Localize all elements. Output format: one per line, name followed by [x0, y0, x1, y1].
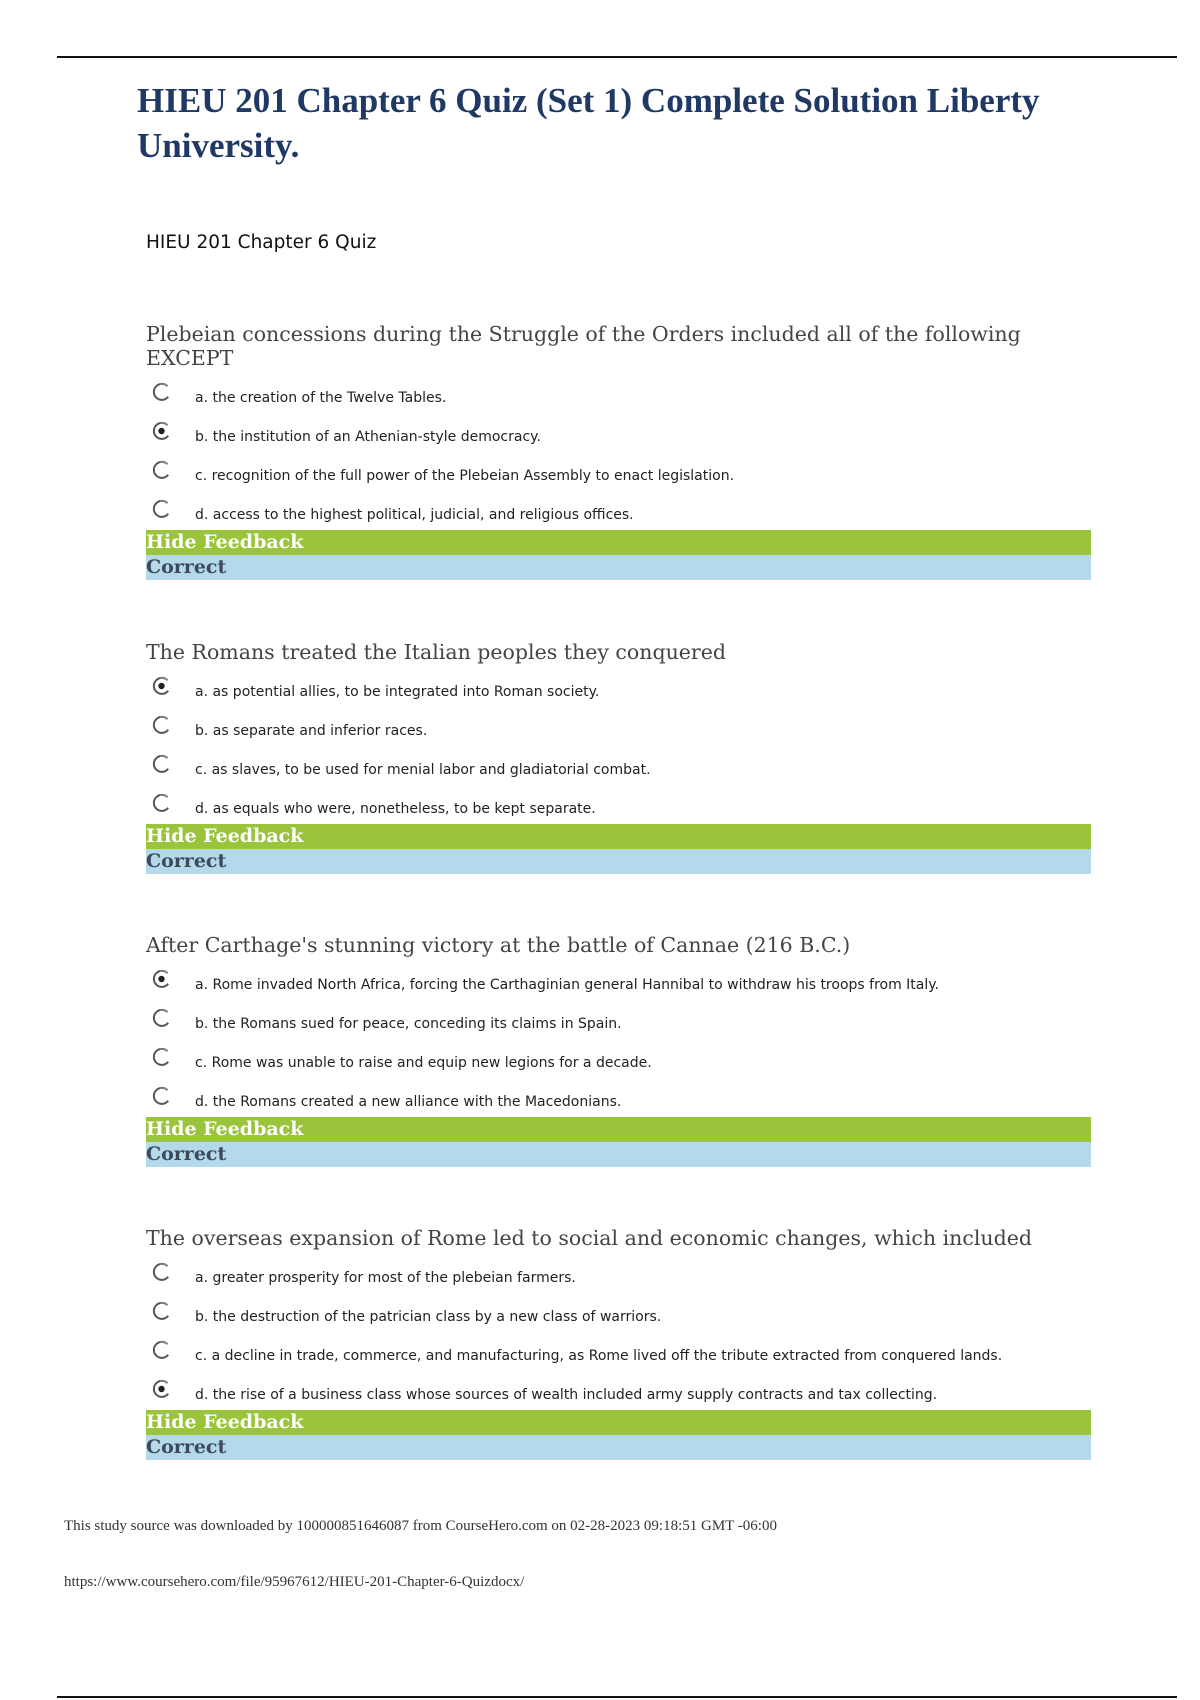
- answer-choice[interactable]: [146, 672, 1091, 711]
- answer-label: b. as separate and inferior races.: [195, 723, 428, 739]
- answer-choice[interactable]: [146, 1004, 1091, 1043]
- question-block: [146, 640, 1091, 874]
- radio-button-icon[interactable]: [151, 1007, 173, 1029]
- answer-choice[interactable]: [146, 378, 1091, 417]
- answer-label: a. Rome invaded North Africa, forcing the Carthaginian general Hannibal to withdraw his troops from Italy.: [195, 977, 940, 993]
- radio-button-icon[interactable]: [151, 1339, 173, 1361]
- answer-choice[interactable]: [146, 495, 1091, 534]
- answer-label: c. as slaves, to be used for menial labor and gladiatorial combat.: [195, 762, 651, 778]
- answer-label: d. as equals who were, nonetheless, to be kept separate.: [195, 801, 596, 817]
- radio-button-icon[interactable]: [151, 1261, 173, 1283]
- answer-label: b. the destruction of the patrician class by a new class of warriors.: [195, 1309, 662, 1325]
- question-text: The overseas expansion of Rome led to social and economic changes, which included: [146, 1226, 1032, 1250]
- answer-choice[interactable]: [146, 417, 1091, 456]
- answer-choice[interactable]: [146, 1043, 1091, 1082]
- feedback-result: Correct: [146, 1435, 1091, 1460]
- answer-choice[interactable]: [146, 456, 1091, 495]
- answer-choice[interactable]: [146, 711, 1091, 750]
- radio-button-icon[interactable]: [151, 420, 173, 442]
- quiz-subtitle: HIEU 201 Chapter 6 Quiz: [146, 232, 377, 253]
- answer-label: c. a decline in trade, commerce, and manufacturing, as Rome lived off the tribute extracted from conquered lands.: [195, 1348, 1003, 1364]
- feedback-result: Correct: [146, 555, 1091, 580]
- hide-feedback-button[interactable]: Hide Feedback: [146, 1410, 1091, 1435]
- answer-choice[interactable]: [146, 750, 1091, 789]
- radio-button-icon[interactable]: [151, 1300, 173, 1322]
- radio-button-icon[interactable]: [151, 968, 173, 990]
- answer-label: d. access to the highest political, judicial, and religious offices.: [195, 507, 634, 523]
- answer-label: d. the rise of a business class whose sources of wealth included army supply contracts and tax collecting.: [195, 1387, 938, 1403]
- answer-label: b. the Romans sued for peace, conceding its claims in Spain.: [195, 1016, 622, 1032]
- feedback-result: Correct: [146, 849, 1091, 874]
- radio-button-icon[interactable]: [151, 714, 173, 736]
- top-rule: [57, 56, 1177, 58]
- answer-choice[interactable]: [146, 1258, 1091, 1297]
- answer-label: c. Rome was unable to raise and equip new legions for a decade.: [195, 1055, 652, 1071]
- radio-button-icon[interactable]: [151, 675, 173, 697]
- radio-button-icon[interactable]: [151, 1085, 173, 1107]
- feedback-result: Correct: [146, 1142, 1091, 1167]
- answer-label: d. the Romans created a new alliance with the Macedonians.: [195, 1094, 622, 1110]
- answer-label: a. greater prosperity for most of the plebeian farmers.: [195, 1270, 576, 1286]
- answer-choice[interactable]: [146, 1082, 1091, 1121]
- hide-feedback-button[interactable]: Hide Feedback: [146, 1117, 1091, 1142]
- answer-label: a. the creation of the Twelve Tables.: [195, 390, 447, 406]
- document-title: HIEU 201 Chapter 6 Quiz (Set 1) Complete Solution Liberty University.: [137, 81, 1040, 165]
- download-note: This study source was downloaded by 100000851646087 from CourseHero.com on 02-28-2023 09:18:51 GMT -06:00: [64, 1518, 777, 1534]
- radio-button-icon[interactable]: [151, 498, 173, 520]
- source-url-link[interactable]: https://www.coursehero.com/file/95967612/HIEU-201-Chapter-6-Quizdocx/: [64, 1574, 525, 1590]
- hide-feedback-button[interactable]: Hide Feedback: [146, 824, 1091, 849]
- question-block: [146, 933, 1091, 1167]
- question-block: [146, 322, 1091, 580]
- question-block: [146, 1226, 1091, 1460]
- answer-choice[interactable]: [146, 1375, 1091, 1414]
- radio-button-icon[interactable]: [151, 753, 173, 775]
- answer-choice[interactable]: [146, 789, 1091, 828]
- question-text: After Carthage's stunning victory at the battle of Cannae (216 B.C.): [146, 933, 851, 957]
- question-text: Plebeian concessions during the Struggle of the Orders included all of the following EXCEPT: [146, 322, 1021, 370]
- answer-choice[interactable]: [146, 1297, 1091, 1336]
- answer-choice[interactable]: [146, 1336, 1091, 1375]
- question-text: The Romans treated the Italian peoples they conquered: [146, 640, 726, 664]
- bottom-rule: [57, 1696, 1177, 1698]
- answer-label: b. the institution of an Athenian-style democracy.: [195, 429, 541, 445]
- radio-button-icon[interactable]: [151, 1378, 173, 1400]
- answer-choice[interactable]: [146, 965, 1091, 1004]
- hide-feedback-button[interactable]: Hide Feedback: [146, 530, 1091, 555]
- radio-button-icon[interactable]: [151, 792, 173, 814]
- answer-label: c. recognition of the full power of the Plebeian Assembly to enact legislation.: [195, 468, 735, 484]
- radio-button-icon[interactable]: [151, 1046, 173, 1068]
- answer-label: a. as potential allies, to be integrated into Roman society.: [195, 684, 600, 700]
- radio-button-icon[interactable]: [151, 459, 173, 481]
- radio-button-icon[interactable]: [151, 381, 173, 403]
